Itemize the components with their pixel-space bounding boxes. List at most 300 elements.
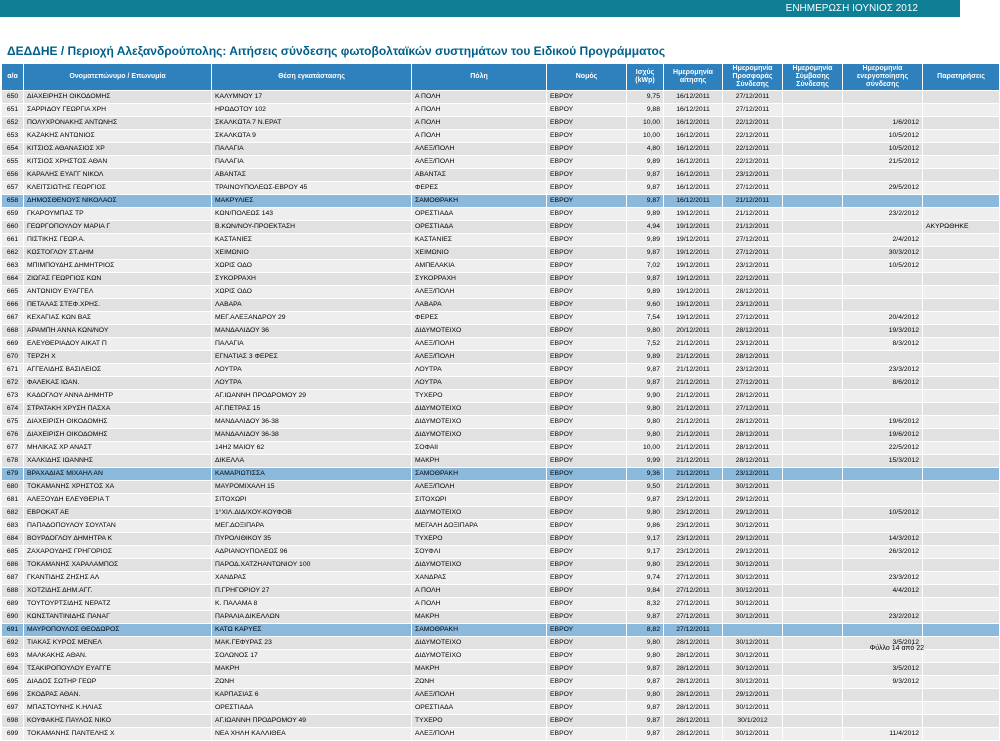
col-activation-date-cell (843, 520, 923, 533)
col-location-cell: ΜΕΓ.ΔΟΞΙΠΑΡΑ (212, 520, 412, 533)
col-request-date-cell: 21/12/2011 (664, 468, 723, 481)
col-name-cell: ΦΑΛΕΚΑΣ ΙΩΑΝ. (24, 377, 212, 390)
col-name-cell: ΖΙΩΓΑΣ ΓΕΩΡΓΙΟΣ ΚΩΝ (24, 273, 212, 286)
col-prefecture-cell: ΕΒΡΟΥ (547, 273, 627, 286)
col-request-date-cell: 28/12/2011 (664, 728, 723, 741)
connections-table (1, 63, 1000, 741)
col-city-cell: ΖΩΝΗ (412, 676, 547, 689)
col-activation-date-cell: 19/3/2012 (843, 325, 923, 338)
col-activation-date-cell: 29/5/2012 (843, 182, 923, 195)
col-remarks-cell (923, 247, 1000, 260)
table-row (2, 455, 1000, 468)
table-row (2, 286, 1000, 299)
col-index-cell: 654 (2, 143, 24, 156)
col-request-date-cell: 23/12/2011 (664, 546, 723, 559)
col-offer-date-cell: 27/12/2011 (723, 104, 783, 117)
col-remarks-cell (923, 455, 1000, 468)
col-location-cell: ΜΑΥΡΟΜΙΧΑΛΗ 15 (212, 481, 412, 494)
col-contract-date-cell (783, 559, 843, 572)
col-name-cell: ΤΟΥΤΟΥΡΤΣΙΔΗΣ ΝΕΡΑΤΖ (24, 598, 212, 611)
col-remarks-cell (923, 156, 1000, 169)
table-row (2, 130, 1000, 143)
col-index-cell: 691 (2, 624, 24, 637)
col-prefecture-cell: ΕΒΡΟΥ (547, 533, 627, 546)
col-power-cell: 9,80 (627, 325, 664, 338)
col-power-cell: 9,86 (627, 520, 664, 533)
col-activation-date-cell (843, 403, 923, 416)
col-location-cell: Β.ΚΩΝ/ΝΟΥ-ΠΡΟΕΚΤΑΣΗ (212, 221, 412, 234)
col-contract-date-cell (783, 572, 843, 585)
col-offer-date-cell: 28/12/2011 (723, 442, 783, 455)
col-contract-date-cell (783, 312, 843, 325)
col-index-cell: 679 (2, 468, 24, 481)
table-row (2, 156, 1000, 169)
col-location-cell: ΔΙΚΕΛΛΑ (212, 455, 412, 468)
col-activation-date-cell: 3/5/2012 (843, 663, 923, 676)
col-contract-date-cell (783, 468, 843, 481)
col-city-cell: ΑΛΕΞ/ΠΟΛΗ (412, 481, 547, 494)
col-contract-date-cell (783, 156, 843, 169)
col-activation-date-cell: 10/5/2012 (843, 260, 923, 273)
col-power-cell: 9,89 (627, 234, 664, 247)
col-name-cell: ΤΣΑΚΙΡΟΠΟΥΛΟΥ ΕΥΑΓΓΕ (24, 663, 212, 676)
table-row (2, 403, 1000, 416)
col-remarks-cell (923, 104, 1000, 117)
col-city-cell: ΛΑΒΑΡΑ (412, 299, 547, 312)
col-remarks-cell (923, 572, 1000, 585)
col-remarks-cell (923, 520, 1000, 533)
col-city-cell: ΑΜΠΕΛΑΚΙΑ (412, 260, 547, 273)
col-offer-date-cell: 27/12/2011 (723, 234, 783, 247)
col-offer-date-cell: 28/12/2011 (723, 429, 783, 442)
col-index-cell: 671 (2, 364, 24, 377)
update-date: ΕΝΗΜΕΡΩΣΗ ΙΟΥΝΙΟΣ 2012 (785, 3, 918, 14)
col-activation-date-cell: 26/3/2012 (843, 546, 923, 559)
col-power-cell: 9,80 (627, 650, 664, 663)
col-prefecture-cell: ΕΒΡΟΥ (547, 91, 627, 104)
col-city-header: Πόλη (412, 64, 547, 91)
table-row (2, 520, 1000, 533)
col-activation-date-cell: 23/2/2012 (843, 611, 923, 624)
col-name-cell: ΚΩΝΣΤΑΝΤΙΝΙΔΗΣ ΠΑΝΑΓ (24, 611, 212, 624)
col-location-cell: ΠΑΛΑΓΙΑ (212, 143, 412, 156)
col-power-cell: 4,80 (627, 143, 664, 156)
table-row (2, 559, 1000, 572)
col-location-cell: ΖΩΝΗ (212, 676, 412, 689)
col-remarks-cell (923, 364, 1000, 377)
col-contract-date-cell (783, 403, 843, 416)
col-contract-date-cell (783, 520, 843, 533)
col-offer-date-cell: 27/12/2011 (723, 91, 783, 104)
col-index-cell: 692 (2, 637, 24, 650)
col-remarks-cell (923, 312, 1000, 325)
col-index-cell: 672 (2, 377, 24, 390)
col-power-cell: 9,87 (627, 702, 664, 715)
col-city-cell: ΜΑΚΡΗ (412, 611, 547, 624)
col-name-cell: ΑΝΤΩΝΙΟΥ ΕΥΑΓΓΕΛ (24, 286, 212, 299)
col-request-date-cell: 21/12/2011 (664, 429, 723, 442)
col-index-cell: 662 (2, 247, 24, 260)
col-contract-date-cell (783, 234, 843, 247)
col-offer-date-cell: 30/12/2011 (723, 702, 783, 715)
col-remarks-cell (923, 169, 1000, 182)
col-contract-date-cell (783, 390, 843, 403)
table-body (2, 91, 1000, 741)
col-request-date-cell: 16/12/2011 (664, 117, 723, 130)
col-index-cell: 675 (2, 416, 24, 429)
col-city-cell: ΛΟΥΤΡΑ (412, 364, 547, 377)
col-contract-date-cell (783, 650, 843, 663)
col-city-cell: Α ΠΟΛΗ (412, 598, 547, 611)
col-offer-date-cell: 29/12/2011 (723, 689, 783, 702)
col-power-cell: 9,87 (627, 195, 664, 208)
col-prefecture-cell: ΕΒΡΟΥ (547, 312, 627, 325)
col-offer-date-cell: 23/12/2011 (723, 169, 783, 182)
col-prefecture-cell: ΕΒΡΟΥ (547, 195, 627, 208)
col-index-cell: 652 (2, 117, 24, 130)
col-remarks-cell: ΑΚΥΡΩΘΗΚΕ (923, 221, 1000, 234)
col-activation-date-cell: 1/6/2012 (843, 117, 923, 130)
col-location-cell: ΣΚΑΛΚΩΤΑ 9 (212, 130, 412, 143)
col-power-cell: 9,80 (627, 559, 664, 572)
col-power-cell: 9,80 (627, 637, 664, 650)
col-prefecture-cell: ΕΒΡΟΥ (547, 494, 627, 507)
col-index-cell: 660 (2, 221, 24, 234)
col-prefecture-cell: ΕΒΡΟΥ (547, 663, 627, 676)
col-location-cell: ΜΑΚ.ΓΕΦΥΡΑΣ 23 (212, 637, 412, 650)
col-prefecture-cell: ΕΒΡΟΥ (547, 286, 627, 299)
col-location-cell: ΛΟΥΤΡΑ (212, 377, 412, 390)
col-power-cell: 9,80 (627, 429, 664, 442)
col-power-cell: 9,87 (627, 611, 664, 624)
col-name-cell: ΜΠΙΜΠΟΥΔΗΣ ΔΗΜΗΤΡΙΟΣ (24, 260, 212, 273)
col-prefecture-cell: ΕΒΡΟΥ (547, 299, 627, 312)
col-prefecture-cell: ΕΒΡΟΥ (547, 689, 627, 702)
table-row (2, 312, 1000, 325)
col-prefecture-cell: ΕΒΡΟΥ (547, 624, 627, 637)
col-city-cell: ΔΙΔΥΜΟΤΕΙΧΟ (412, 429, 547, 442)
col-location-cell: ΠΑΛΑΓΙΑ (212, 156, 412, 169)
col-remarks-cell (923, 728, 1000, 741)
col-prefecture-cell: ΕΒΡΟΥ (547, 247, 627, 260)
col-contract-date-cell (783, 676, 843, 689)
table-row (2, 117, 1000, 130)
col-activation-date-cell: 10/5/2012 (843, 143, 923, 156)
col-activation-date-cell (843, 715, 923, 728)
col-activation-date-cell (843, 286, 923, 299)
col-contract-date-cell (783, 455, 843, 468)
col-remarks-cell (923, 416, 1000, 429)
col-activation-date-header: Ημερομηνία ενεργοποίησης σύνδεσης (843, 64, 923, 91)
col-index-cell: 688 (2, 585, 24, 598)
col-request-date-cell: 23/12/2011 (664, 507, 723, 520)
col-city-cell: ΔΙΔΥΜΟΤΕΙΧΟ (412, 403, 547, 416)
col-remarks-cell (923, 715, 1000, 728)
col-remarks-cell (923, 676, 1000, 689)
col-name-cell: ΤΟΚΑΜΑΝΗΣ ΧΡΗΣΤΟΣ ΧΑ (24, 481, 212, 494)
col-contract-date-cell (783, 637, 843, 650)
col-contract-date-cell (783, 715, 843, 728)
col-prefecture-cell: ΕΒΡΟΥ (547, 104, 627, 117)
col-prefecture-cell: ΕΒΡΟΥ (547, 728, 627, 741)
col-request-date-cell: 21/12/2011 (664, 338, 723, 351)
col-offer-date-cell: 27/12/2011 (723, 312, 783, 325)
col-contract-date-cell (783, 494, 843, 507)
col-city-cell: ΑΛΕΞ/ΠΟΛΗ (412, 338, 547, 351)
col-remarks-cell (923, 234, 1000, 247)
col-request-date-cell: 19/12/2011 (664, 208, 723, 221)
col-contract-date-cell (783, 169, 843, 182)
table-row (2, 494, 1000, 507)
col-city-cell: ΧΑΝΔΡΑΣ (412, 572, 547, 585)
col-contract-date-cell (783, 533, 843, 546)
table-row (2, 676, 1000, 689)
col-activation-date-cell: 30/3/2012 (843, 247, 923, 260)
col-power-cell: 9,90 (627, 390, 664, 403)
col-remarks-cell (923, 650, 1000, 663)
col-contract-date-cell (783, 611, 843, 624)
col-offer-date-cell: 27/12/2011 (723, 247, 783, 260)
col-request-date-cell: 21/12/2011 (664, 455, 723, 468)
col-remarks-cell (923, 299, 1000, 312)
table-row (2, 104, 1000, 117)
col-offer-date-cell: 27/12/2011 (723, 182, 783, 195)
col-contract-date-cell (783, 598, 843, 611)
col-prefecture-cell: ΕΒΡΟΥ (547, 351, 627, 364)
col-city-cell: ΔΙΔΥΜΟΤΕΙΧΟ (412, 416, 547, 429)
col-offer-date-cell: 22/12/2011 (723, 117, 783, 130)
col-name-cell: ΚΩΣΤΟΓΛΟΥ ΣΤ.ΔΗΜ (24, 247, 212, 260)
col-offer-date-cell: 28/12/2011 (723, 325, 783, 338)
col-request-date-cell: 19/12/2011 (664, 312, 723, 325)
col-offer-date-cell: 30/12/2011 (723, 676, 783, 689)
col-prefecture-cell: ΕΒΡΟΥ (547, 546, 627, 559)
col-index-header: α/α (2, 64, 24, 91)
table-row (2, 728, 1000, 741)
col-activation-date-cell: 20/4/2012 (843, 312, 923, 325)
col-request-date-cell: 23/12/2011 (664, 533, 723, 546)
col-offer-date-header: Ημερομηνία Προσφοράς Σύνδεσης (723, 64, 783, 91)
col-activation-date-cell: 14/3/2012 (843, 533, 923, 546)
col-request-date-cell: 16/12/2011 (664, 143, 723, 156)
col-index-cell: 669 (2, 338, 24, 351)
col-index-cell: 694 (2, 663, 24, 676)
col-request-date-cell: 16/12/2011 (664, 156, 723, 169)
col-name-cell: ΔΙΑΧΕΙΡΙΣΗ ΟΙΚΟΔΟΜΗΣ (24, 416, 212, 429)
col-remarks-cell (923, 663, 1000, 676)
col-activation-date-cell: 8/6/2012 (843, 377, 923, 390)
col-name-cell: ΑΓΓΕΛΙΔΗΣ ΒΑΣΙΛΕΙΟΣ (24, 364, 212, 377)
col-prefecture-cell: ΕΒΡΟΥ (547, 715, 627, 728)
col-offer-date-cell: 22/12/2011 (723, 273, 783, 286)
col-contract-date-cell (783, 507, 843, 520)
col-remarks-cell (923, 559, 1000, 572)
table-row (2, 377, 1000, 390)
col-remarks-cell (923, 533, 1000, 546)
col-name-cell: ΠΙΣΤΙΚΗΣ ΓΕΩΡ.Α. (24, 234, 212, 247)
col-name-cell: ΚΑΖΑΚΗΣ ΑΝΤΩΝΙΟΣ (24, 130, 212, 143)
col-name-cell: ΓΚΑΝΤΙΔΗΣ ΖΗΣΗΣ ΑΛ (24, 572, 212, 585)
col-request-date-cell: 27/12/2011 (664, 624, 723, 637)
col-offer-date-cell: 21/12/2011 (723, 208, 783, 221)
col-city-cell: ΜΕΓΑΛΗ ΔΟΞΙΠΑΡΑ (412, 520, 547, 533)
col-offer-date-cell: 28/12/2011 (723, 455, 783, 468)
col-location-cell: ΣΚΑΛΚΩΤΑ 7 Ν.ΕΡΑΤ (212, 117, 412, 130)
col-city-cell: Α ΠΟΛΗ (412, 117, 547, 130)
col-activation-date-cell (843, 169, 923, 182)
col-offer-date-cell: 21/12/2011 (723, 221, 783, 234)
col-city-cell: Α ΠΟΛΗ (412, 130, 547, 143)
col-request-date-cell: 19/12/2011 (664, 286, 723, 299)
col-remarks-cell (923, 637, 1000, 650)
col-power-cell: 9,87 (627, 182, 664, 195)
top-banner (0, 0, 960, 17)
table-row (2, 663, 1000, 676)
col-prefecture-cell: ΕΒΡΟΥ (547, 468, 627, 481)
col-request-date-cell: 19/12/2011 (664, 221, 723, 234)
col-index-cell: 659 (2, 208, 24, 221)
col-activation-date-cell (843, 494, 923, 507)
col-activation-date-cell (843, 481, 923, 494)
col-city-cell: ΤΥΧΕΡΟ (412, 715, 547, 728)
col-location-cell: ΑΒΑΝΤΑΣ (212, 169, 412, 182)
col-location-cell: Π.ΓΡΗΓΟΡΙΟΥ 27 (212, 585, 412, 598)
col-activation-date-cell: 10/5/2012 (843, 507, 923, 520)
col-request-date-cell: 21/12/2011 (664, 416, 723, 429)
table-row (2, 468, 1000, 481)
col-location-cell: ΑΔΡΙΑΝΟΥΠΟΛΕΩΣ 96 (212, 546, 412, 559)
col-contract-date-cell (783, 442, 843, 455)
col-request-date-cell: 28/12/2011 (664, 650, 723, 663)
col-offer-date-cell: 21/12/2011 (723, 195, 783, 208)
col-activation-date-cell (843, 195, 923, 208)
col-index-cell: 698 (2, 715, 24, 728)
col-request-date-cell: 16/12/2011 (664, 169, 723, 182)
col-location-cell: ΑΓ.ΙΩΑΝΝΗ ΠΡΟΔΡΟΜΟΥ 29 (212, 390, 412, 403)
col-location-cell: 1°ΧΙΛ.ΔΙΔ/ΧΟΥ-ΚΟΥΦΟΒ (212, 507, 412, 520)
col-power-cell: 9,75 (627, 91, 664, 104)
col-index-cell: 680 (2, 481, 24, 494)
col-request-date-cell: 19/12/2011 (664, 260, 723, 273)
col-remarks-cell (923, 117, 1000, 130)
col-power-cell: 9,87 (627, 364, 664, 377)
col-index-cell: 689 (2, 598, 24, 611)
col-activation-date-cell: 4/4/2012 (843, 585, 923, 598)
col-remarks-cell (923, 351, 1000, 364)
col-city-cell: ΔΙΔΥΜΟΤΕΙΧΟ (412, 637, 547, 650)
col-remarks-cell (923, 624, 1000, 637)
col-remarks-cell (923, 442, 1000, 455)
col-location-cell: ΧΩΡΙΣ ΟΔΟ (212, 260, 412, 273)
col-activation-date-cell (843, 91, 923, 104)
col-remarks-cell (923, 91, 1000, 104)
col-power-cell: 7,02 (627, 260, 664, 273)
col-location-cell: ΛΑΒΑΡΑ (212, 299, 412, 312)
col-index-cell: 677 (2, 442, 24, 455)
col-city-cell: ΣΑΜΟΘΡΑΚΗ (412, 468, 547, 481)
table-row (2, 507, 1000, 520)
col-index-cell: 693 (2, 650, 24, 663)
col-power-cell: 9,80 (627, 689, 664, 702)
col-power-cell: 9,80 (627, 416, 664, 429)
col-index-cell: 673 (2, 390, 24, 403)
col-activation-date-cell (843, 559, 923, 572)
col-request-date-cell: 27/12/2011 (664, 611, 723, 624)
col-name-cell: ΚΛΕΙΤΣΙΩΤΗΣ ΓΕΩΡΓΙΟΣ (24, 182, 212, 195)
table-row (2, 273, 1000, 286)
col-location-cell: ΑΓ.ΠΕΤΡΑΣ 15 (212, 403, 412, 416)
col-location-cell: ΚΑΤΩ ΚΑΡΥΕΣ (212, 624, 412, 637)
col-index-cell: 696 (2, 689, 24, 702)
col-power-cell: 9,87 (627, 247, 664, 260)
col-request-date-cell: 27/12/2011 (664, 572, 723, 585)
col-activation-date-cell (843, 624, 923, 637)
table-row (2, 416, 1000, 429)
col-location-cell: ΜΕΓ.ΑΛΕΞΑΝΔΡΟΥ 29 (212, 312, 412, 325)
col-contract-date-cell (783, 273, 843, 286)
col-prefecture-cell: ΕΒΡΟΥ (547, 156, 627, 169)
col-offer-date-cell: 30/12/2011 (723, 611, 783, 624)
col-index-cell: 697 (2, 702, 24, 715)
col-request-date-cell: 21/12/2011 (664, 364, 723, 377)
col-location-cell: ΧΑΝΔΡΑΣ (212, 572, 412, 585)
col-power-cell: 9,89 (627, 208, 664, 221)
col-name-cell: ΠΕΤΑΛΑΣ ΣΤΕΦ.ΧΡΗΣ. (24, 299, 212, 312)
col-prefecture-cell: ΕΒΡΟΥ (547, 598, 627, 611)
col-prefecture-cell: ΕΒΡΟΥ (547, 377, 627, 390)
table-row (2, 234, 1000, 247)
col-contract-date-cell (783, 364, 843, 377)
col-request-date-cell: 28/12/2011 (664, 663, 723, 676)
col-prefecture-cell: ΕΒΡΟΥ (547, 572, 627, 585)
table-row (2, 572, 1000, 585)
table-row (2, 221, 1000, 234)
col-index-cell: 699 (2, 728, 24, 741)
col-index-cell: 668 (2, 325, 24, 338)
col-prefecture-header: Νομός (547, 64, 627, 91)
col-city-cell: ΜΑΚΡΗ (412, 663, 547, 676)
col-name-cell: ΧΑΛΚΙΔΗΣ ΙΩΑΝΝΗΣ (24, 455, 212, 468)
col-request-date-cell: 16/12/2011 (664, 195, 723, 208)
col-location-cell: ΚΑΡΠΑΣΙΑΣ 6 (212, 689, 412, 702)
col-location-cell: ΣΙΤΟΧΩΡΙ (212, 494, 412, 507)
table-row (2, 533, 1000, 546)
col-remarks-cell (923, 689, 1000, 702)
col-city-cell: ΣΥΚΟΡΡΑΧΗ (412, 273, 547, 286)
col-power-cell: 9,99 (627, 455, 664, 468)
col-offer-date-cell (723, 624, 783, 637)
col-remarks-cell (923, 325, 1000, 338)
col-remarks-cell (923, 390, 1000, 403)
col-city-cell: Α ΠΟΛΗ (412, 104, 547, 117)
col-power-cell: 9,87 (627, 663, 664, 676)
col-name-cell: ΣΑΡΡΙΔΟΥ ΓΕΩΡΓΙΑ ΧΡΗ (24, 104, 212, 117)
col-contract-date-cell (783, 182, 843, 195)
table-row (2, 91, 1000, 104)
col-name-cell: ΒΟΥΡΔΟΓΛΟΥ ΔΗΜΗΤΡΑ Κ (24, 533, 212, 546)
col-city-cell: ΣΑΜΟΘΡΑΚΗ (412, 195, 547, 208)
col-offer-date-cell: 30/12/2011 (723, 585, 783, 598)
col-prefecture-cell: ΕΒΡΟΥ (547, 559, 627, 572)
col-contract-date-cell (783, 195, 843, 208)
col-city-cell: ΑΛΕΞ/ΠΟΛΗ (412, 351, 547, 364)
table-row (2, 611, 1000, 624)
col-offer-date-cell: 23/12/2011 (723, 299, 783, 312)
col-activation-date-cell (843, 702, 923, 715)
col-request-date-cell: 16/12/2011 (664, 130, 723, 143)
col-offer-date-cell: 29/12/2011 (723, 546, 783, 559)
col-remarks-cell (923, 377, 1000, 390)
